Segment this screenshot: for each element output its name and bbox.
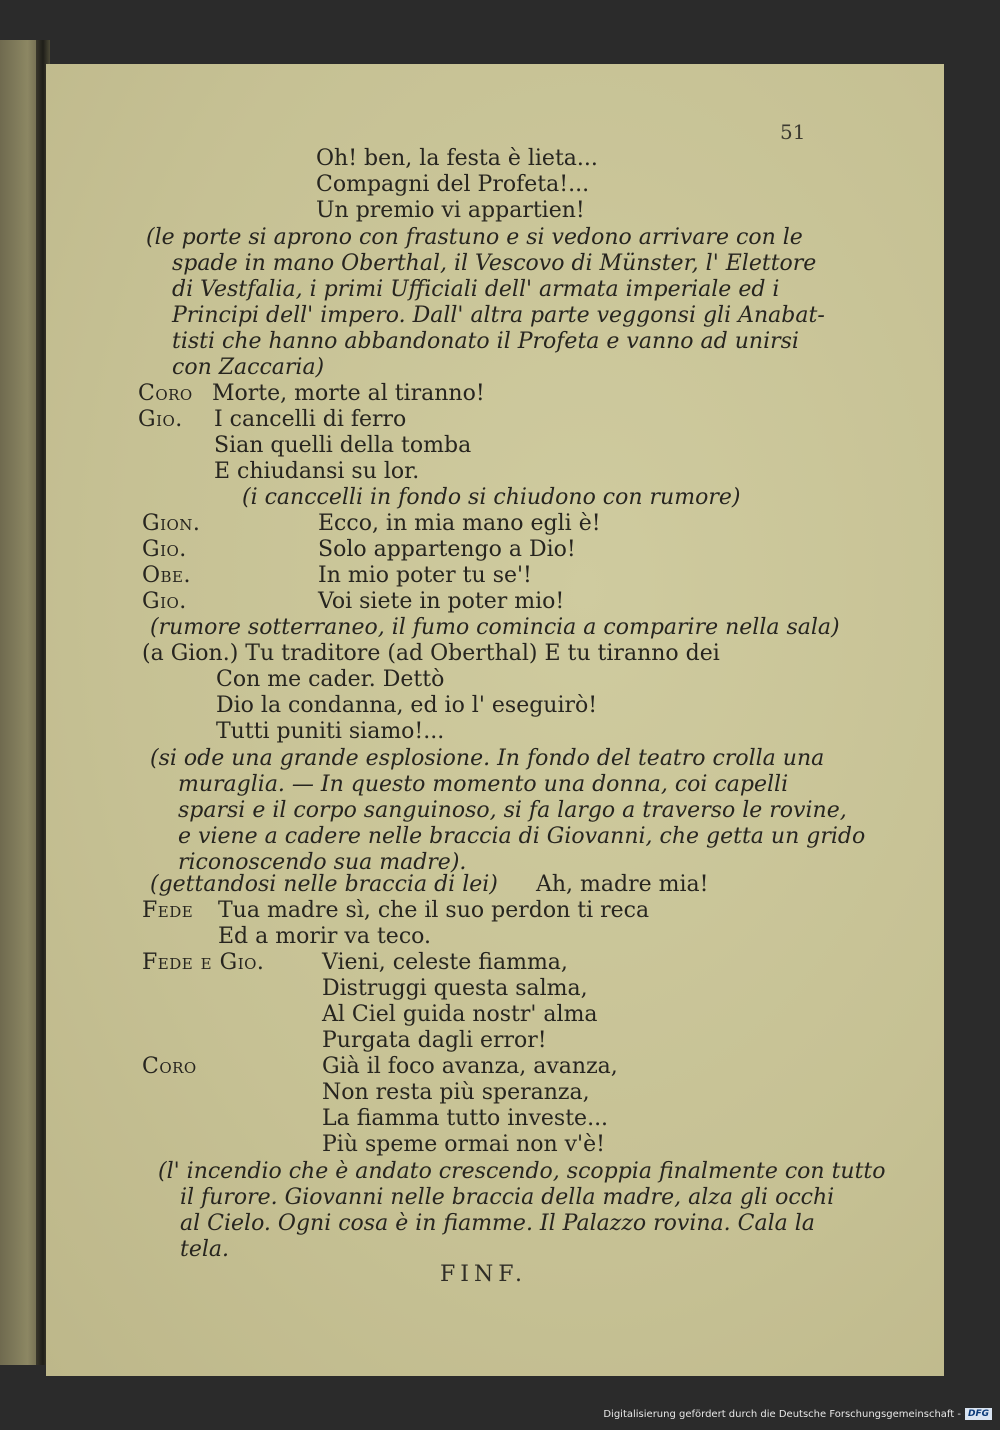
text-line: (i canccelli in fondo si chiudono con rumore): [242, 485, 741, 510]
text-line: muraglia. — In questo momento una donna, coi capelli: [178, 772, 789, 797]
text-line: Gio.: [142, 537, 187, 562]
text-line: Fede: [142, 898, 194, 923]
text-line: Tua madre sì, che il suo perdon ti reca: [218, 898, 650, 923]
text-line: Obe.: [142, 563, 192, 588]
text-line: Vieni, celeste fiamma,: [322, 950, 568, 975]
text-line: Tutti puniti siamo!...: [216, 719, 445, 744]
dfg-logo: DFG: [965, 1408, 992, 1420]
text-line: Distruggi questa salma,: [322, 976, 588, 1001]
text-line: Voi siete in poter mio!: [318, 589, 565, 614]
text-line: con Zaccaria): [172, 355, 325, 380]
text-line: Oh! ben, la festa è lieta...: [316, 146, 598, 171]
text-line: tisti che hanno abbandonato il Profeta e vanno ad unirsi: [172, 329, 799, 354]
text-line: Non resta più speranza,: [322, 1080, 590, 1105]
text-line: (si ode una grande esplosione. In fondo del teatro crolla una: [150, 746, 825, 771]
end-mark: FINF.: [440, 1262, 528, 1287]
text-line: Morte, morte al tiranno!: [212, 381, 485, 406]
text-line: spade in mano Oberthal, il Vescovo di Münster, l' Elettore: [172, 251, 817, 276]
digitization-credit: [603, 1408, 992, 1420]
text-line: sparsi e il corpo sanguinoso, si fa largo a traverso le rovine,: [178, 798, 847, 823]
text-line: il furore. Giovanni nelle braccia della madre, alza gli occhi: [180, 1185, 835, 1210]
text-line: Al Ciel guida nostr' alma: [322, 1002, 598, 1027]
text-line: (rumore sotterraneo, il fumo comincia a comparire nella sala): [150, 615, 840, 640]
text-line: (gettandosi nelle braccia di lei): [150, 872, 498, 897]
text-line: Fede e Gio.: [142, 950, 265, 975]
text-line: (le porte si aprono con frastuno e si vedono arrivare con le: [146, 225, 803, 250]
text-line: Coro: [138, 381, 193, 406]
text-line: E chiudansi su lor.: [214, 459, 420, 484]
text-line: Sian quelli della tomba: [214, 433, 472, 458]
text-line: Ed a morir va teco.: [218, 924, 431, 949]
text-line: di Vestfalia, i primi Ufficiali dell' armata imperiale ed i: [172, 277, 780, 302]
text-line: Principi dell' impero. Dall' altra parte veggonsi gli Anabat-: [172, 303, 825, 328]
text-line: riconoscendo sua madre).: [178, 850, 467, 875]
text-line: In mio poter tu se'!: [318, 563, 532, 588]
text-line: La fiamma tutto investe...: [322, 1106, 609, 1131]
text-line: Gio.: [138, 407, 183, 432]
text-line: I cancelli di ferro: [214, 407, 407, 432]
text-line: tela.: [180, 1237, 230, 1262]
text-line: Con me cader. Dettò: [216, 667, 445, 692]
text-line: Più speme ormai non v'è!: [322, 1132, 605, 1157]
text-line: Solo appartengo a Dio!: [318, 537, 576, 562]
text-line: Ah, madre mia!: [536, 872, 709, 897]
credit-text: Digitalisierung gefördert durch die Deutsche Forschungsgemeinschaft -: [603, 1408, 961, 1420]
text-line: Purgata dagli error!: [322, 1028, 547, 1053]
page-number: 51: [780, 120, 806, 144]
text-line: Coro: [142, 1054, 197, 1079]
text-line: Dio la condanna, ed io l' eseguirò!: [216, 693, 598, 718]
text-line: Ecco, in mia mano egli è!: [318, 511, 601, 536]
text-line: e viene a cadere nelle braccia di Giovanni, che getta un grido: [178, 824, 866, 849]
text-line: (l' incendio che è andato crescendo, scoppia finalmente con tutto: [158, 1159, 886, 1184]
text-line: al Cielo. Ogni cosa è in fiamme. Il Palazzo rovina. Cala la: [180, 1211, 815, 1236]
text-line: Già il foco avanza, avanza,: [322, 1054, 618, 1079]
text-line: Compagni del Profeta!...: [316, 172, 590, 197]
text-line: Gion.: [142, 511, 201, 536]
text-line: Gio.: [142, 589, 187, 614]
text-line: Un premio vi appartien!: [316, 198, 585, 223]
text-line: (a Gion.) Tu traditore (ad Oberthal) E tu tiranno dei: [142, 641, 720, 666]
